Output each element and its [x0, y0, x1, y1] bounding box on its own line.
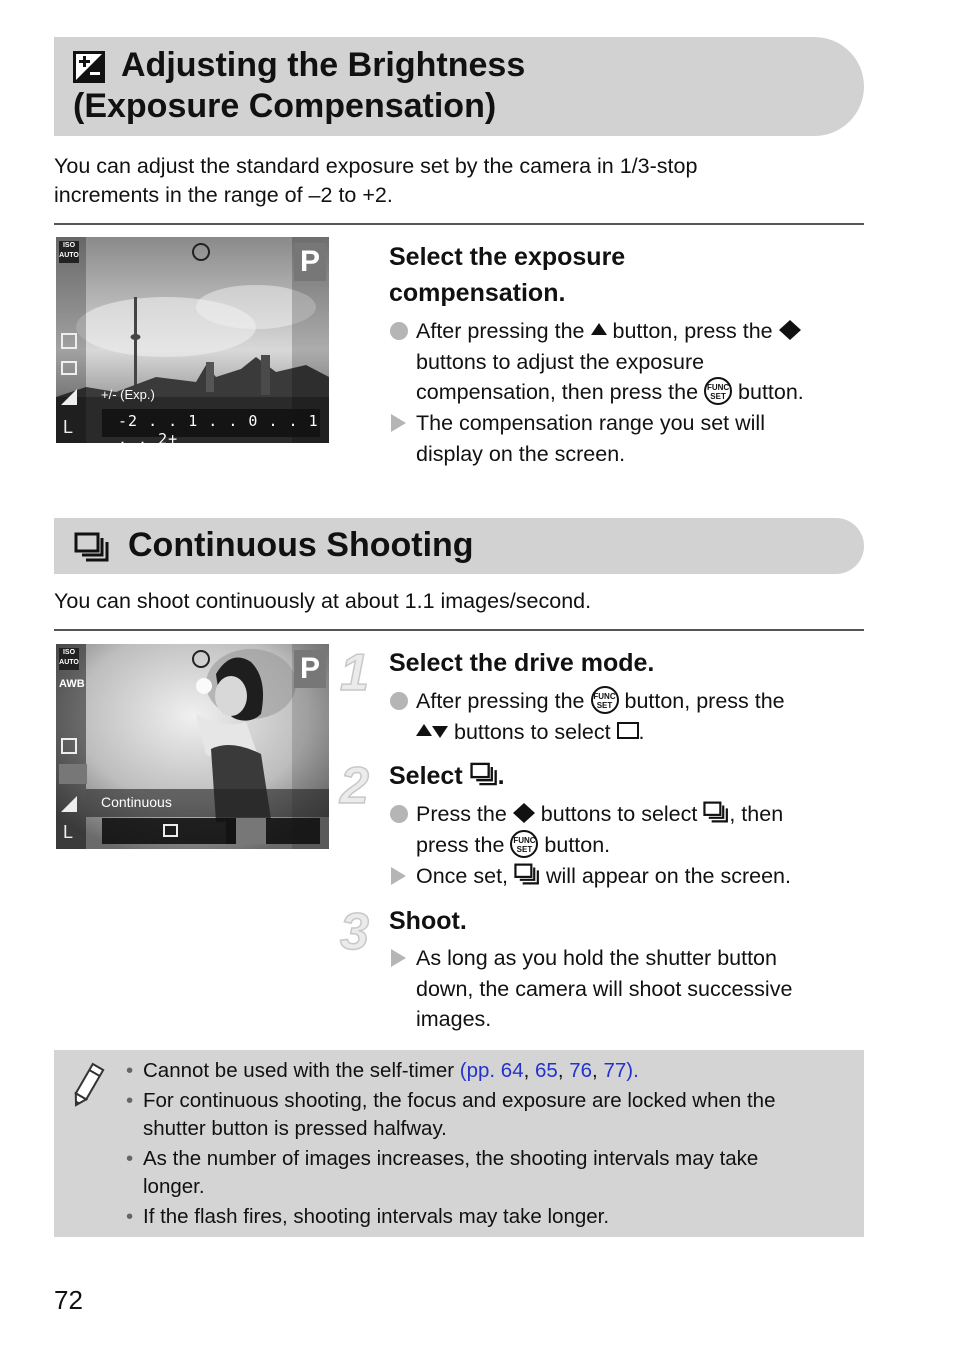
instruction-text: button, press the	[624, 689, 785, 713]
note-text: As the number of images increases, the shooting intervals may take	[143, 1147, 759, 1170]
bullet-dot	[390, 805, 408, 823]
note-bullet: •	[126, 1059, 134, 1082]
result-arrow-icon	[391, 949, 406, 967]
flash-off-icon	[192, 243, 210, 261]
section1-intro-line1: You can adjust the standard exposure set by the camera in 1/3-stop	[54, 154, 698, 178]
continuous-option-selected-icon	[236, 818, 266, 844]
up-arrow-icon	[591, 323, 607, 335]
step-title-text: .	[497, 762, 505, 790]
result-text: Once set,	[416, 864, 509, 888]
result-arrow-icon	[391, 867, 406, 885]
step-title-select-continuous	[389, 758, 505, 794]
result-text: The compensation range you set will	[416, 411, 765, 435]
result-bullet	[389, 408, 864, 470]
scale-tick-0: 0	[248, 412, 259, 430]
size-l-icon: L	[63, 417, 74, 437]
compression-icon	[61, 389, 77, 405]
continuous-shooting-icon	[514, 863, 540, 885]
section-title-exposure-line1: Adjusting the Brightness	[121, 46, 526, 84]
note-text: Cannot be used with the self-timer	[143, 1059, 455, 1082]
instruction-text: buttons to select	[540, 802, 698, 826]
instruction-text: Press the	[416, 802, 507, 826]
instruction-text: buttons to adjust the exposure	[416, 349, 705, 374]
section-header-exposure	[54, 37, 864, 136]
continuous-shooting-icon	[470, 762, 498, 786]
result-bullet	[389, 943, 864, 1035]
step-title-text: Select	[389, 762, 463, 790]
step-title-exposure-line2: compensation.	[389, 279, 566, 307]
result-text: down, the camera will shoot successive	[416, 976, 793, 1001]
scale-tick-plus2: 2+	[158, 430, 179, 443]
result-text: will appear on the screen.	[545, 864, 791, 888]
drive-single-icon	[61, 361, 77, 375]
page-number: 72	[54, 1285, 83, 1315]
instruction-bullet	[389, 686, 864, 748]
instruction-text: press the	[416, 832, 505, 857]
drive-continuous-small-icon	[59, 764, 87, 784]
result-text: display on the screen.	[416, 441, 626, 466]
result-text: images.	[416, 1007, 492, 1031]
scale-tick-minus2: -2	[118, 412, 139, 430]
divider	[54, 223, 864, 225]
up-arrow-icon	[416, 724, 432, 736]
divider	[54, 629, 864, 631]
instruction-bullet	[389, 316, 864, 408]
section-header-continuous	[54, 518, 864, 574]
right-arrow-icon	[790, 320, 801, 340]
iso-auto-icon: ISO AUTO	[59, 648, 79, 670]
note-text: shutter button is pressed halfway.	[143, 1117, 447, 1140]
drive-mode-label: Continuous	[101, 794, 172, 810]
note-box: • Cannot be used with the self-timer (pp. 64, 65, 76, 77). • For continuous shooting, the focus and exposure are locked when the shutter button is pressed halfway. • As the number of images increases, the shooting intervals may take longer. • If the flash fires, shooting intervals may take longer.	[54, 1050, 864, 1237]
right-arrow-icon	[524, 803, 535, 823]
camera-screen-continuous	[56, 644, 329, 849]
page-link[interactable]: 77).	[603, 1059, 639, 1082]
size-l-icon: L	[63, 822, 74, 842]
result-text: As long as you hold the shutter button	[416, 946, 777, 970]
metering-icon	[61, 738, 77, 754]
note-bullet: •	[126, 1089, 134, 1112]
mode-p-icon: P	[294, 243, 326, 281]
section1-intro-line2: increments in the range of –2 to +2.	[54, 183, 393, 207]
instruction-text: button.	[738, 380, 804, 404]
bullet-dot	[390, 692, 408, 710]
single-shot-icon	[617, 722, 639, 739]
metering-icon	[61, 333, 77, 349]
note-bullet: •	[126, 1205, 134, 1228]
exposure-label: +/- (Exp.)	[101, 387, 155, 402]
step-number-2: 2	[340, 757, 369, 815]
note-bullet: •	[126, 1147, 134, 1170]
left-arrow-icon	[513, 803, 524, 823]
result-bullet	[389, 861, 864, 892]
flash-off-icon	[192, 650, 210, 668]
white-balance-icon: AWB	[59, 678, 85, 690]
left-arrow-icon	[779, 320, 790, 340]
bullet-dot	[390, 322, 408, 340]
step-title-shoot: Shoot.	[389, 907, 467, 935]
step-title-drive-mode: Select the drive mode.	[389, 649, 655, 677]
step-number-1: 1	[340, 644, 369, 702]
section-title-exposure-line2: (Exposure Compensation)	[73, 87, 497, 125]
instruction-text: button.	[544, 832, 611, 857]
note-text: For continuous shooting, the focus and exposure are locked when the	[143, 1089, 776, 1112]
instruction-text: After pressing the	[416, 319, 585, 343]
section2-intro: You can shoot continuously at about 1.1 images/second.	[54, 589, 592, 613]
girl-photo-image	[56, 644, 329, 849]
result-arrow-icon	[391, 414, 406, 432]
scale-tick-plus1: 1	[308, 412, 319, 430]
continuous-shooting-icon	[703, 801, 729, 823]
continuous-shooting-icon	[74, 532, 110, 562]
single-shot-option-icon	[163, 824, 178, 837]
step-number-3: 3	[340, 903, 369, 961]
instruction-text: , then	[729, 802, 784, 826]
compression-icon	[61, 796, 77, 812]
exposure-compensation-icon	[73, 51, 105, 83]
instruction-text: compensation, then press the	[416, 380, 699, 404]
camera-screen-exposure	[56, 237, 329, 443]
note-text: If the flash fires, shooting intervals may take longer.	[143, 1205, 610, 1228]
note-text: longer.	[143, 1175, 205, 1198]
scale-tick-minus1: 1	[188, 412, 199, 430]
instruction-text: .	[638, 719, 645, 744]
instruction-bullet	[389, 799, 864, 861]
page-link[interactable]: (pp. 64	[459, 1059, 524, 1082]
down-arrow-icon	[432, 726, 448, 738]
instruction-text: After pressing the	[416, 689, 585, 713]
iso-auto-icon: ISO AUTO	[59, 241, 79, 263]
exposure-scale: -2 . . 1 . . 0 . . 1 . . 2+	[118, 412, 329, 443]
step-title-exposure-line1: Select the exposure	[389, 243, 626, 271]
instruction-text: buttons to select	[453, 719, 611, 744]
page-link[interactable]: 65	[535, 1059, 558, 1082]
mode-p-icon: P	[294, 650, 326, 688]
func-set-button-icon: FUNC SET	[591, 686, 619, 714]
pencil-icon	[68, 1062, 106, 1110]
page-link[interactable]: 76	[569, 1059, 593, 1082]
func-set-button-icon: FUNC SET	[704, 377, 732, 405]
instruction-text: button, press the	[612, 319, 773, 343]
section-title-continuous: Continuous Shooting	[128, 526, 474, 564]
func-set-button-icon: FUNC SET	[510, 830, 538, 858]
